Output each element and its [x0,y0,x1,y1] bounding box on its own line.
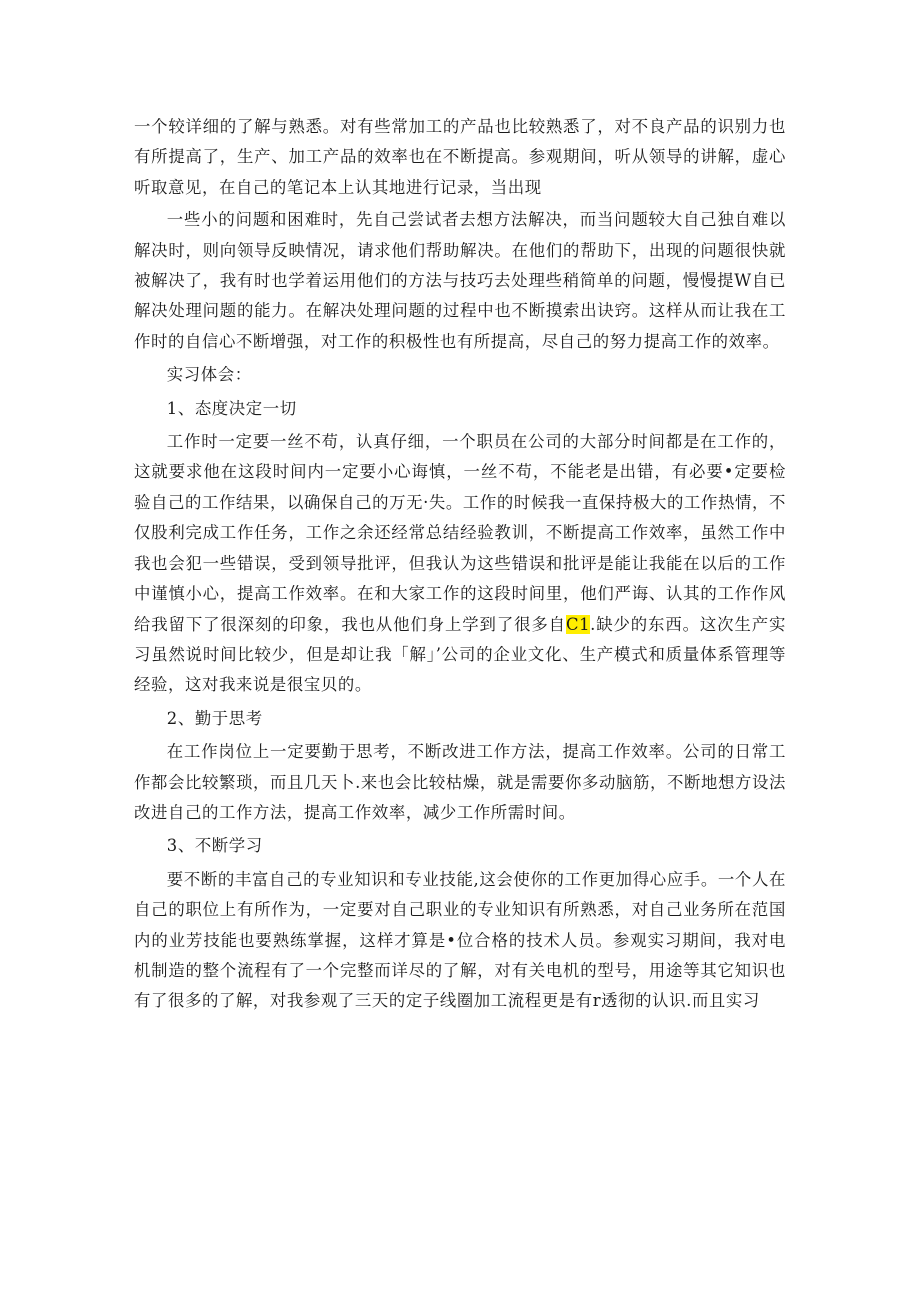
highlighted-text: C1 [565,614,591,634]
heading-learning: 3、不断学习 [166,836,263,856]
document-body [134,112,786,1017]
paragraph-1: 一个较详细的了解与熟悉。对有些常加工的产品也比较熟悉了，对不良产品的识别力也有所提高了，生产、加工产品的效率也在不断提高。参观期间，听从领导的讲解，虚心听取意见，在自己的笔记本上认其地进行记录，当出现 [134,117,786,197]
paragraph-learning: 要不断的丰富自己的专业知识和专业技能,这会使你的工作更加得心应手。一个人在自己的职位上有所作为，一定要对自己职业的专业知识有所熟悉，对自己业务所在范国内的业芳技能也要熟练掌握，这样才算是•位合格的技术人员。参观实习期间，我对电机制造的整个流程有了一个完整而详尽的了解，对有关电机的型号，用途等其它知识也有了很多的了解，对我参观了三天的定子线圈加工流程更是有r透彻的认识.而且实习 [134,869,786,1011]
paragraph-thinking: 在工作岗位上一定要勤于思考，不断改进工作方法，提高工作效率。公司的日常工作都会比较繁琐，而且几天卜.来也会比较枯燥，就是需要你多动脑筋，不断地想方设法改进自己的工作方法，提高工作效率，减少工作所需时间。 [134,742,786,822]
paragraph-attitude [134,427,786,701]
heading-attitude: 1、态度决定一切 [166,398,297,418]
heading-thinking: 2、勤于思考 [166,708,263,728]
paragraph-2: 一些小的问题和困难时，先自己尝试者去想方法解决，而当问题较大自己独自难以解决时，则向领导反映情况，请求他们帮助解决。在他们的帮助下，出现的问题很快就被解决了，我有时也学着运用他们的方法与技巧去处理些稍简单的问题，慢慢提W自已解决处理问题的能力。在解决处理问题的过程中也不断摸索出诀窍。这样从而让我在工作时的自信心不断增强，对工作的积极性也有所提高，尽自己的努力提高工作的效率。 [134,210,786,351]
paragraph-attitude-part-1: 工作时一定要一丝不苟，认真仔细，一个职员在公司的大部分时间都是在工作的，这就要求他在这段时间内一定要小心诲慎，一丝不苟，不能老是出错，有必要•定要检验自己的工作结果，以确保自己的万无·失。工作的时候我一直保持极大的工作热情，不仅股利完成工作任务，工作之余还经常总结经验教训，不断提高工作效率，虽然工作中我也会犯一些错误，受到领导批评，但我认为这些错误和批评是能让我能在以后的工作中谨慎小心，提高工作效率。在和大家工作的这段时间里，他们严诲、认其的工作作风给我留下了很深刻的印象，我也从他们身上学到了很多自 [134,432,786,634]
heading-internship-experience: 实习体会： [166,365,252,385]
paragraph-attitude-part-2: .缺少的东西。这次生产实习虽然说时间比较少，但是却让我「解」’公司的企业文化、生产模式和质量体系管理等经验，这对我来说是很宝贝的。 [134,614,786,695]
